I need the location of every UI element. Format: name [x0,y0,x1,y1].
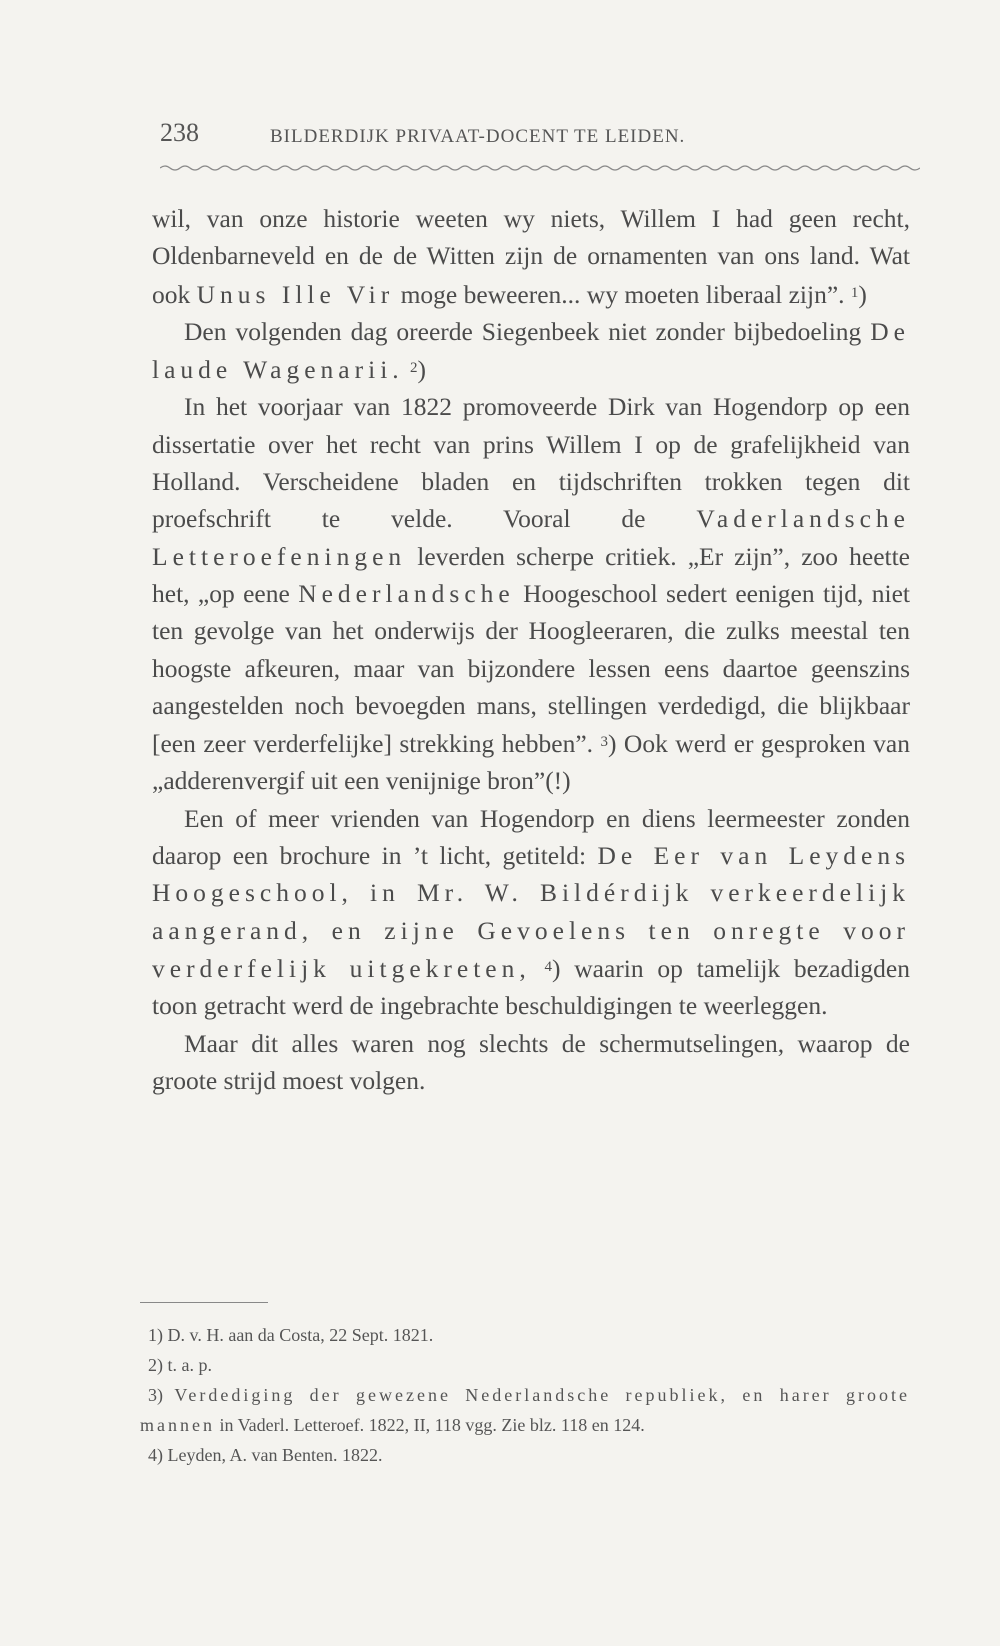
body-text [152,200,910,1099]
page-number: 238 [160,118,199,147]
spaced-text: De laude Wagenarii. [152,316,910,385]
paragraph-4: Een of meer vrienden van Hogendorp en diens leermeester zonden daarop een brochure in ’t licht, getiteld: De Eer van Leydens Hoogeschool, in Mr. W. Bildérdijk verkeerdelijk aangerand, en zijne Gevoelens ten onregte voor verderfelijk uitgekreten, $^4$) waarin op tamelijk bezadigden toon getracht werd de ingebrachte beschuldigingen te weerleggen. [152,803,911,1021]
spaced-text: Nederlandsche [298,578,515,608]
footnote-divider [140,1302,268,1303]
page-header [160,118,920,158]
paragraph-2: Den volgenden dag oreerde Siegenbeek niet zonder bijbedoeling De laude Wagenarii. $^2$) [152,316,910,385]
footnote-ref-2: 2 [410,360,418,377]
footnotes [140,1320,910,1470]
footnote-1: 1) D. v. H. aan da Costa, 22 Sept. 1821. [148,1325,434,1345]
paragraph-5: Maar dit alles waren nog slechts de schermutselingen, waarop de groote strijd moest volgen. [152,1028,910,1095]
footnote-4: 4) Leyden, A. van Benten. 1822. [148,1445,383,1465]
header-wavy-rule [160,162,920,174]
footnote-ref-1: 1 [850,284,859,301]
running-head: BILDERDIJK PRIVAAT-DOCENT TE LEIDEN. [270,126,686,147]
paragraph-3: In het voorjaar van 1822 promoveerde Dirk van Hogendorp op een dissertatie over het recht van prins Willem I op de grafelijkheid van Holland. Verscheidene bladen en tijdschriften trokken tegen dit proefschrift te velde. Vooral de Vaderlandsche Letteroefeningen leverden scherpe critiek. „Er zijn”, zoo heette het, „op eene Nederlandsche Hoogeschool sedert eenigen tijd, niet ten gevolge van het onderwijs der Hoogleeraren, die zulks meestal ten hoogste afkeuren, maar van bijzondere lessen eens daartoe geenszins aangestelden noch bevoegden mans, stellingen verdedigd, die blijkbaar [een zeer verderfelijke] strekking hebben”. $^3$) Ook werd er gesproken van „adderenvergif uit een venijnige bron”(!) [152,392,910,796]
spaced-text: Unus Ille Vir [196,279,395,309]
spaced-text: De Eer van Leydens Hoogeschool, in Mr. W. Bildérdijk verkeerdelijk aangerand, en zijne Gevoelens ten onregte voor verderfelijk uitgekreten, [152,841,911,983]
footnote-ref-3: 3 [600,734,608,751]
footnote-3: 3) Verdediging der gewezene Nederlandsche republiek, en harer groote mannen in Vaderl. Letteroef. 1822, II, 118 vgg. Zie blz. 118 en 124. [140,1385,910,1435]
spaced-text: Vaderlandsche Letteroefeningen [152,504,910,571]
paragraph-1: wil, van onze historie weeten wy niets, Willem I had geen recht, Oldenbarneveld en de de Witten zijn de ornamenten van ons land. Wat ook Unus Ille Vir moge beweeren... wy moeten liberaal zijn”. $^1$) [152,204,910,309]
footnote-2: 2) t. a. p. [148,1355,212,1375]
spaced-text: Verdediging der gewezene Nederlandsche republiek, en harer groote mannen [140,1385,910,1435]
footnote-ref-4: 4 [544,958,552,975]
